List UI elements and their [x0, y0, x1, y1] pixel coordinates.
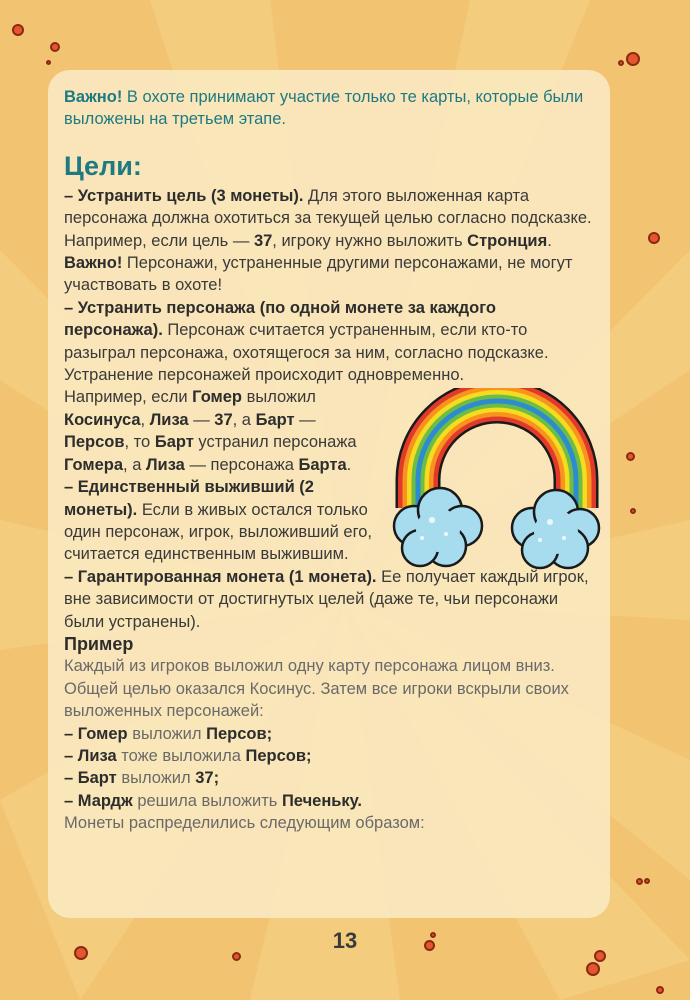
example-outro: Монеты распределились следующим образом: — [64, 814, 425, 833]
example-intro: Каждый из игроков выложил одну карту персонажа лицом вниз. Общей целью оказался Косинус. Затем все игроки вскрыли своих выложенных персонажей: — [64, 657, 569, 721]
decor-dot — [648, 232, 660, 244]
decor-dot — [630, 508, 636, 514]
decor-dot — [618, 60, 624, 66]
example-list — [64, 723, 596, 813]
page-number: 13 — [332, 928, 358, 953]
goal-eliminate-target: – Устранить цель (3 монеты). Для этого выложенная карта персонажа должна охотиться за текущей целью согласно подсказке. Например, если цель — 37, игроку нужно выложить Стронция. Важно! Персонажи, устраненные другими персонажами, не могут участвовать в охоте! — [64, 186, 592, 295]
decor-dot — [46, 60, 51, 65]
goal-sole-survivor: – Единственный выживший (2 монеты). Если в живых остался только один персонаж, игрок, выложивший его, считается единственным выжившим. — [64, 478, 373, 564]
page-text — [64, 86, 596, 835]
decor-dot — [644, 878, 650, 884]
list-item: – Барт выложил 37; — [64, 769, 220, 788]
important-note: Важно! В охоте принимают участие только те карты, которые были выложены на третьем этапе. — [64, 88, 584, 129]
decor-dot — [636, 878, 643, 885]
list-item: – Лиза тоже выложила Персов; — [64, 746, 312, 765]
goal-example: Например, если Гомер выложил Косинуса, Лиза — 37, а Барт — Персов, то Барт устранил персонажа Гомера, а Лиза — персонажа Барта. — [64, 388, 357, 474]
decor-dot — [50, 42, 60, 52]
list-item: – Гомер выложил Персов; — [64, 724, 273, 743]
decor-dot — [586, 962, 600, 976]
decor-dot — [626, 52, 640, 66]
decor-dot — [626, 452, 635, 461]
example-heading: Пример — [64, 633, 134, 654]
decor-dot — [656, 986, 664, 994]
goal-eliminate-character: – Устранить персонажа (по одной монете за каждого персонажа). Персонаж считается устраненным, если кто-то разыграл персонажа, охотящегося за ним, согласно подсказке. Устранение персонажей происходит одновременно. — [64, 298, 549, 385]
list-item: – Мардж решила выложить Печеньку. — [64, 791, 362, 810]
goal-guaranteed-coin: – Гарантированная монета (1 монета). Ее получает каждый игрок, вне зависимости от достигнутых целей (даже те, чьи персонажи были устранены). — [64, 567, 589, 631]
decor-dot — [12, 24, 24, 36]
goals-heading: Цели: — [64, 150, 142, 181]
